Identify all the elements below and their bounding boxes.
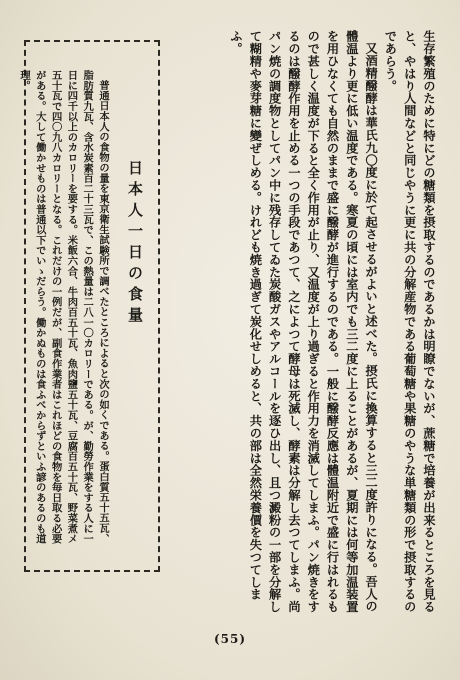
sidebar-box <box>18 40 160 572</box>
box-body-text <box>18 70 110 550</box>
box-title: 日本人一日の食量 <box>126 160 144 328</box>
body-paragraph: 又酒精醱酵は華氏九〇度に於て起させるがよいと述べた。摂氏に換算すると三二度許りになる。吾人の體温より更に低い温度である。寒夏の頃には室内でも三二度に上ることがあるが、夏期には何等加温装置を用ひなくても自然のままで盛に醱酵が進行するのである。一般に醱酵反應は體温附近で盛に行はれるもので甚しく温度が下ると全く作用が止り、又温度が上り過ぎると作用力を消滅してしまふ。パン焼きをするのは醱酵作用を止める一つの手段であつて、之によつて酵母は死滅し、酵素は分解し去つてしまふ。尚パン焼の調度物としてパン中に残存してゐた炭酸ガスやアルコールを逐ひ出し、且つ澱粉の一部を分解して糊精や麥芽糖に變ぜしめる。けれども焼き過ぎて炭化せしめると、共の部は全然栄養價を失つてしまふ。 <box>229 30 379 613</box>
main-body-text <box>170 30 438 620</box>
page-number: (55) <box>213 632 247 646</box>
body-paragraph: 生存繁殖のために特にどの糖類を摂取するのであるかは明瞭でないが、蔗糖で培養が出来るところを見ると、やはり人間などと同じやうに更に共の分解産物である葡萄糖や果糖のやうな単糖類の形で摂取するのであらう。 <box>383 30 436 613</box>
box-paragraph: 普通日本人の食物の量を東京衛生試験所で調べたところによると次の如くである。蛋白質五十五瓦、脂肪質九瓦、含水炭素百二十三瓦で、この熱量は二八一〇カロリーである。が、勤勞作業をする人に一日に四千以上のカロリーを要する。米飯六合、牛肉百五十瓦、魚肉鹽五十瓦、豆腐百五十瓦、野菜煮メ五十瓦で四〇九八カロリーとなる。これだけの一例だが、副食作業者はこれほどの食物を毎日取る必要がある。大して働かせものは普通以下でいゝだらう。働かぬものは食ふべからずといふ諺のあるのも道理。 <box>18 70 109 544</box>
